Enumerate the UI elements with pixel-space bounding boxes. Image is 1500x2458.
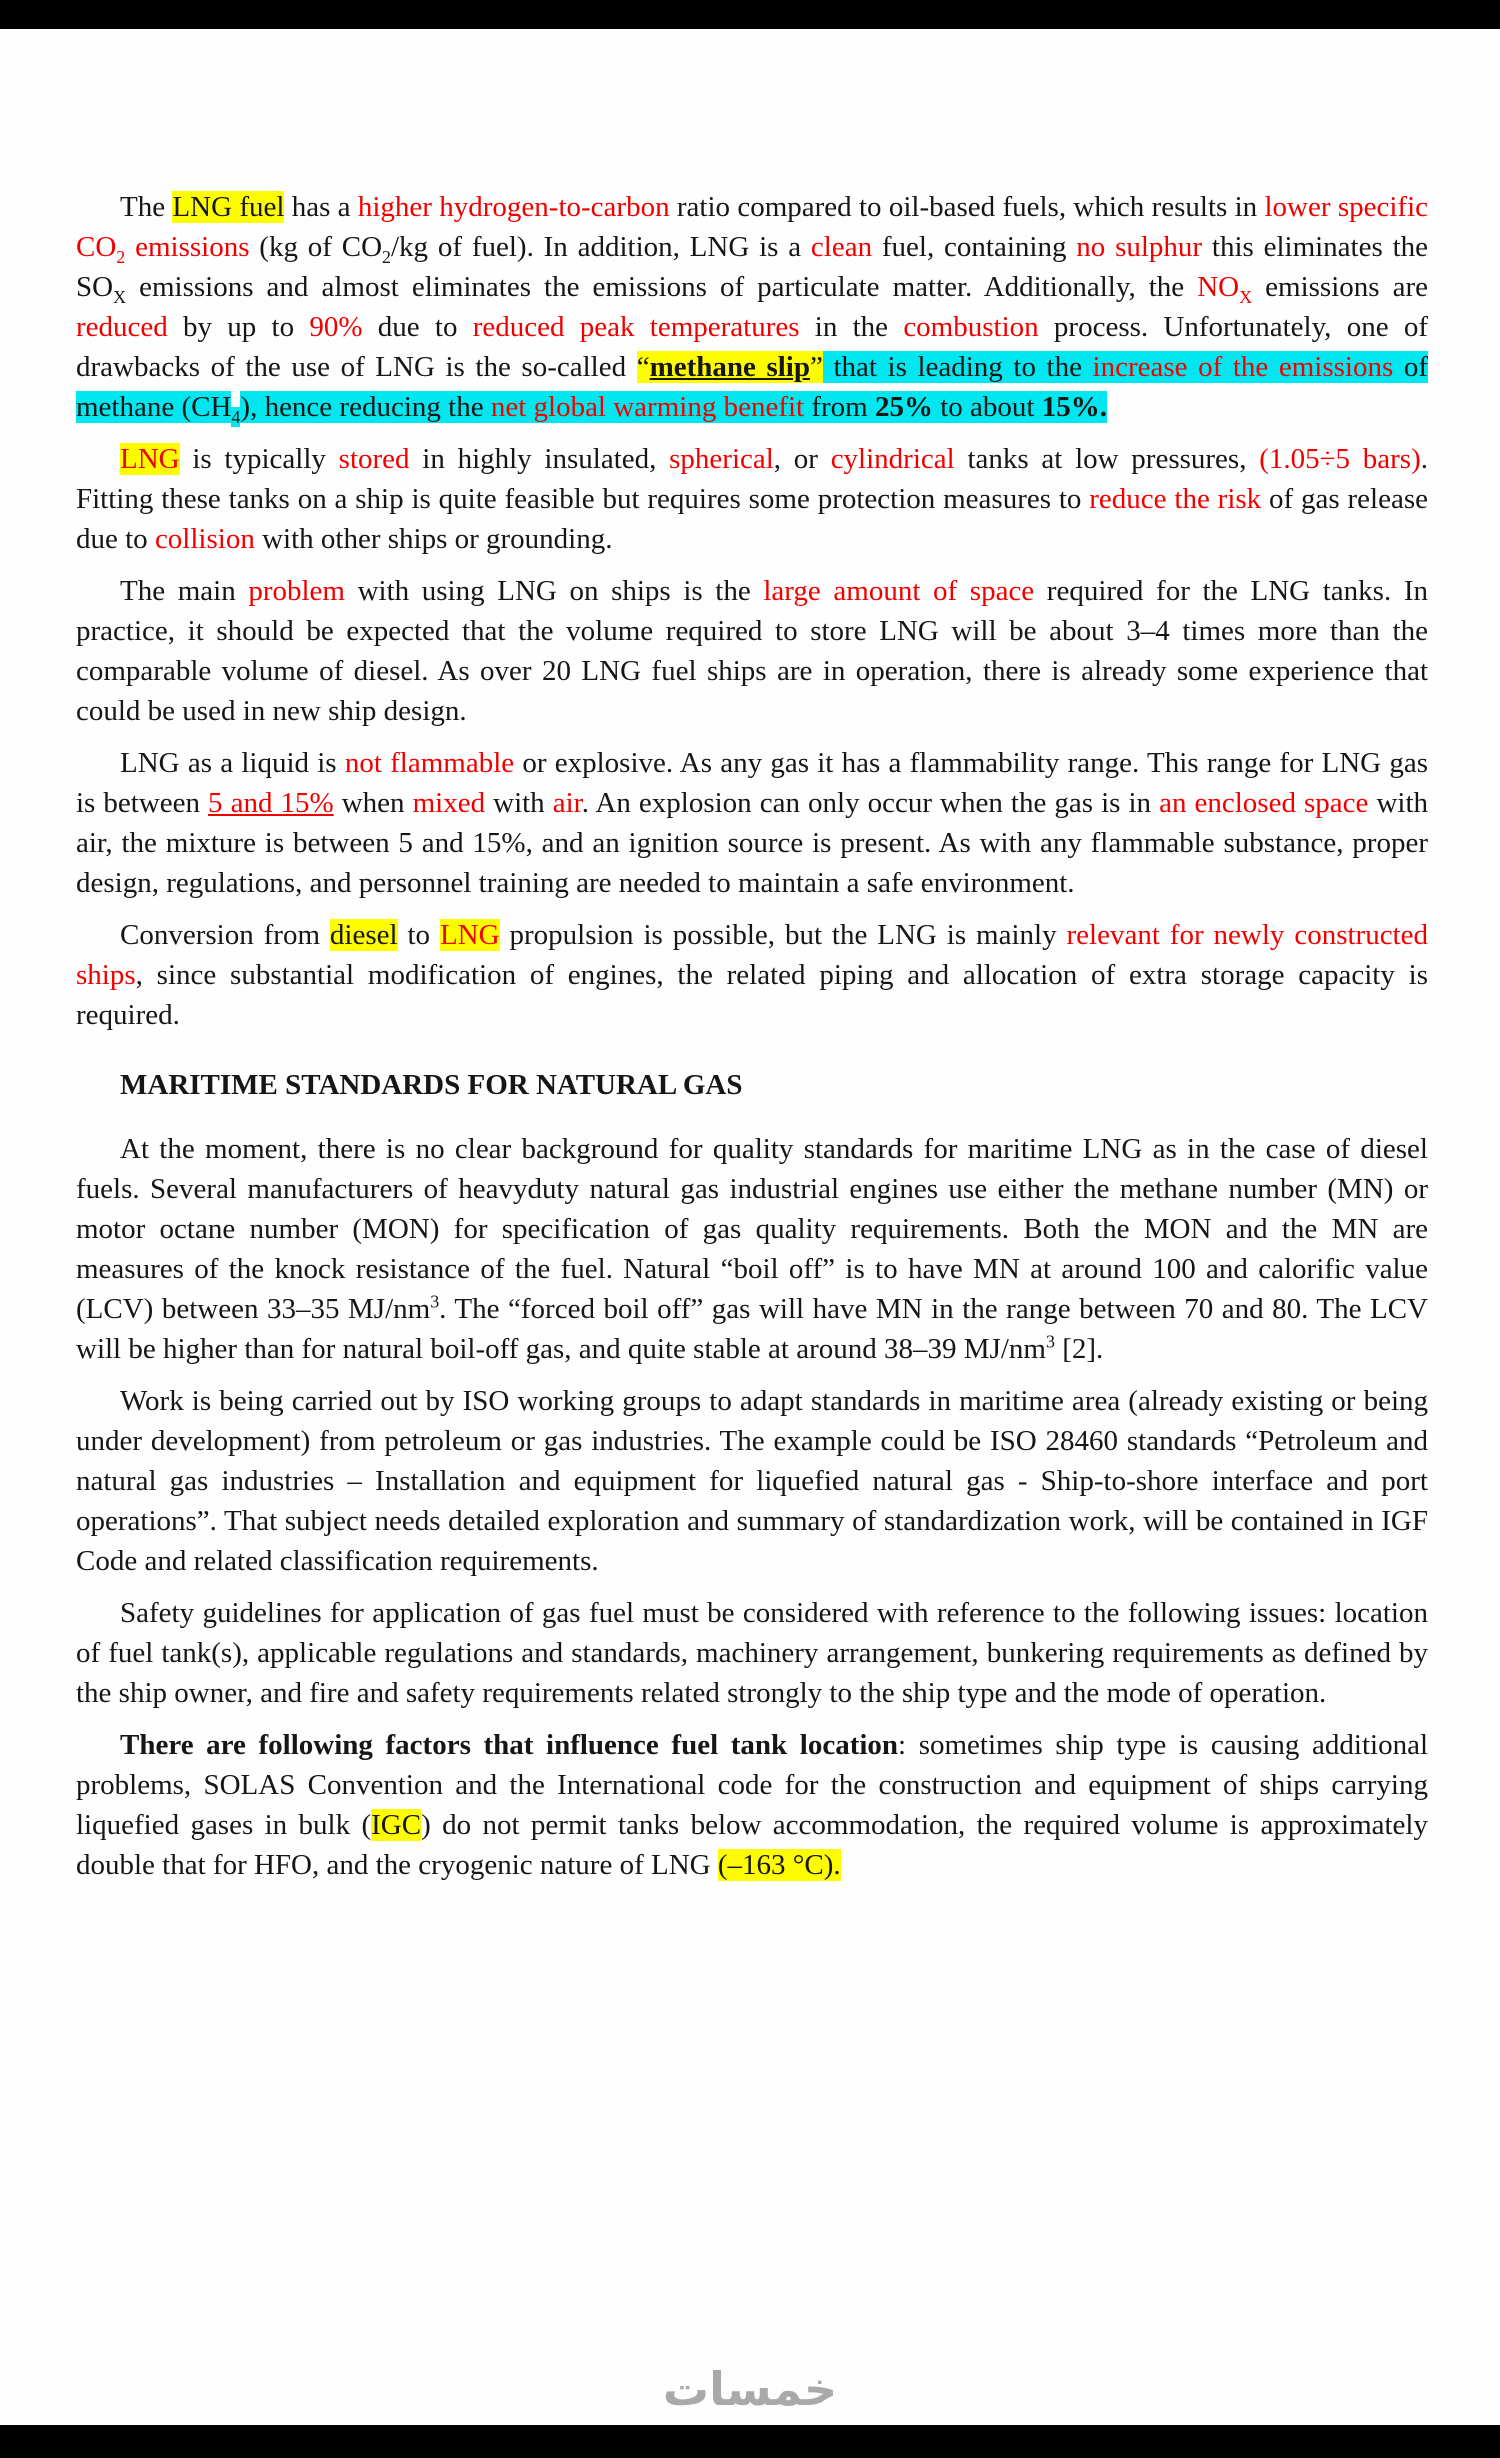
text-run: NO [1197, 271, 1240, 303]
scan-border-top [0, 0, 1500, 29]
text-run: . The “forced boil off” gas will have MN in the range between 70 and 80. The LCV will be higher than for natural boil-off gas, and quite stable at around 38–39 MJ/nm [76, 1293, 1428, 1365]
text-run: to about [932, 391, 1042, 423]
text-run: this eliminates the SO [76, 231, 1429, 303]
text-run: . An explosion can only occur when the gas is in [581, 787, 1160, 819]
text-run: with [485, 787, 553, 819]
text-run: due to [362, 311, 473, 343]
text-run: increase of the emissions [1092, 351, 1394, 383]
text-run: emissions [125, 231, 250, 263]
text-run: net global warming benefit [490, 391, 805, 423]
text-run: LNG as a liquid is [120, 747, 345, 779]
text-run: 2 [116, 246, 126, 267]
text-run: with air, the mixture is between 5 and 15%, and an ignition source is present. As with any flammable substance, proper design, regulations, and personnel training are needed to maintain a safe environment. [76, 787, 1429, 899]
text-run: 15%. [1041, 391, 1107, 423]
text-run: has a [284, 191, 358, 223]
text-run: problem [248, 575, 345, 607]
text-run: “ [636, 351, 650, 383]
text-run: large amount of space [763, 575, 1035, 607]
text-run: no sulphur [1076, 231, 1203, 263]
text-run: 3 [1045, 1331, 1055, 1352]
text-run: air [552, 787, 582, 819]
text-run: higher hydrogen-to-carbon [357, 191, 670, 223]
text-run: (1.05÷5 bars) [1259, 443, 1421, 475]
text-run: that is leading to the [822, 351, 1093, 383]
text-run: to [397, 919, 440, 951]
text-run: clean [810, 231, 873, 263]
text-run: not flammable [344, 747, 515, 779]
text-run: (–163 °C). [717, 1849, 841, 1881]
text-run: collision [154, 523, 255, 555]
text-run: with using LNG on ships is the [344, 575, 764, 607]
text-run: The main [120, 575, 249, 607]
para-quality-standards [76, 1129, 1428, 1369]
text-run: LNG fuel [172, 191, 285, 223]
text-run: by up to [167, 311, 310, 343]
text-run: reduced peak temperatures [472, 311, 800, 343]
document-body [0, 29, 1500, 1897]
text-run: when [333, 787, 413, 819]
text-run: diesel [329, 919, 398, 951]
text-run: relevant for newly constructed ships [76, 919, 1428, 991]
text-run: fuel, containing [872, 231, 1077, 263]
heading-maritime-standards [76, 1065, 1428, 1105]
text-run: emissions are [1252, 271, 1428, 303]
text-run: . Fitting these tanks on a ship is quite feasible but requires some protection measures to [76, 443, 1429, 515]
text-run: methane slip [649, 351, 810, 383]
para-lng-fuel-benefits [76, 187, 1428, 427]
text-run: 4 [231, 406, 241, 427]
text-run: stored [338, 443, 410, 475]
text-run: 5 and 15% [208, 787, 334, 819]
text-run: combustion [903, 311, 1039, 343]
text-run: At the moment, there is no clear background for quality standards for maritime LNG as in the case of diesel fuels. Several manufacturers of heavyduty natural gas industrial engines use either the methane number (MN) or motor octane number (MON) for specification of gas quality requirements. Both the MON and the MN are measures of the knock resistance of the fuel. Natural “boil off” is to have MN at around 100 and calorific value (LCV) between 33–35 MJ/nm [76, 1133, 1428, 1325]
text-run: 2 [382, 246, 391, 267]
text-run: spherical [669, 443, 774, 475]
text-run: cylindrical [830, 443, 955, 475]
text-run: Safety guidelines for application of gas fuel must be considered with reference to the following issues: location of fuel tank(s), applicable regulations and standards, machinery arrangement, bunkering requirements as defined by the ship owner, and fire and safety requirements related strongly to the ship type and the mode of operation. [76, 1597, 1428, 1709]
text-run: in the [799, 311, 904, 343]
para-tank-location [76, 1725, 1428, 1885]
text-run: of methane (CH [76, 351, 1429, 423]
text-run: ), hence reducing the [240, 391, 491, 423]
text-run: 25% [874, 391, 933, 423]
text-run: reduced [76, 311, 168, 343]
khamsat-watermark: خمسات [662, 2362, 838, 2416]
para-flammability [76, 743, 1428, 903]
text-run: The [120, 191, 173, 223]
text-run: X [1239, 286, 1253, 307]
text-run: of gas release due to [76, 483, 1429, 555]
text-run: MARITIME STANDARDS FOR NATURAL GAS [120, 1069, 743, 1101]
text-run: propulsion is possible, but the LNG is mainly [499, 919, 1067, 951]
text-run: , or [773, 443, 831, 475]
text-run: Conversion from [120, 919, 330, 951]
para-safety-guidelines [76, 1593, 1428, 1713]
text-run: with other ships or grounding. [254, 523, 613, 555]
text-run: from [804, 391, 875, 423]
text-run: LNG [120, 443, 180, 475]
text-run: 3 [430, 1291, 440, 1312]
scan-border-bottom [0, 2425, 1500, 2458]
para-conversion [76, 915, 1428, 1035]
text-run: /kg of fuel). In addition, LNG is a [391, 231, 811, 263]
text-run: tanks at low pressures, [954, 443, 1260, 475]
text-run: mixed [412, 787, 486, 819]
text-run: Work is being carried out by ISO working groups to adapt standards in maritime area (already existing or being under development) from petroleum or gas industries. The example could be ISO 28460 standards “Petroleum and natural gas industries – Installation and equipment for liquefied natural gas - Ship-to-shore interface and port operations”. That subject needs detailed exploration and summary of standardization work, will be contained in IGF Code and related classification requirements. [76, 1385, 1428, 1577]
text-run: an enclosed space [1159, 787, 1369, 819]
text-run: : sometimes ship type is causing additional problems, SOLAS Convention and the International code for the construction and equipment of ships carrying liquefied gases in bulk ( [76, 1729, 1428, 1841]
para-iso-work [76, 1381, 1428, 1581]
text-run: in highly insulated, [409, 443, 670, 475]
para-space-problem [76, 571, 1428, 731]
text-run: [2]. [1054, 1333, 1104, 1365]
text-run: ” [810, 351, 823, 383]
text-run: process. Unfortunately, one of drawbacks of the use of LNG is the so-called [76, 311, 1428, 383]
text-run: lower specific CO [76, 191, 1428, 263]
text-run: IGC [371, 1809, 422, 1841]
text-run: emissions and almost eliminates the emissions of particulate matter. Additionally, the [126, 271, 1198, 303]
text-run: , since substantial modification of engines, the related piping and allocation of extra storage capacity is required. [76, 959, 1428, 1031]
text-run: reduce the risk [1089, 483, 1262, 515]
text-run: ) do not permit tanks below accommodation, the required volume is approximately double that for HFO, and the cryogenic nature of LNG [76, 1809, 1428, 1881]
text-run: There are following factors that influence fuel tank location [120, 1729, 899, 1761]
text-run: X [113, 286, 127, 307]
text-run: required for the LNG tanks. In practice, it should be expected that the volume required to store LNG will be about 3–4 times more than the comparable volume of diesel. As over 20 LNG fuel ships are in operation, there is already some experience that could be used in new ship design. [76, 575, 1428, 727]
text-run: ratio compared to oil-based fuels, which results in [669, 191, 1265, 223]
text-run: 90% [309, 311, 363, 343]
text-run: (kg of CO [249, 231, 383, 263]
text-run: or explosive. As any gas it has a flammability range. This range for LNG gas is between [76, 747, 1428, 819]
text-run: is typically [179, 443, 339, 475]
text-run: LNG [439, 919, 500, 951]
para-lng-storage [76, 439, 1428, 559]
